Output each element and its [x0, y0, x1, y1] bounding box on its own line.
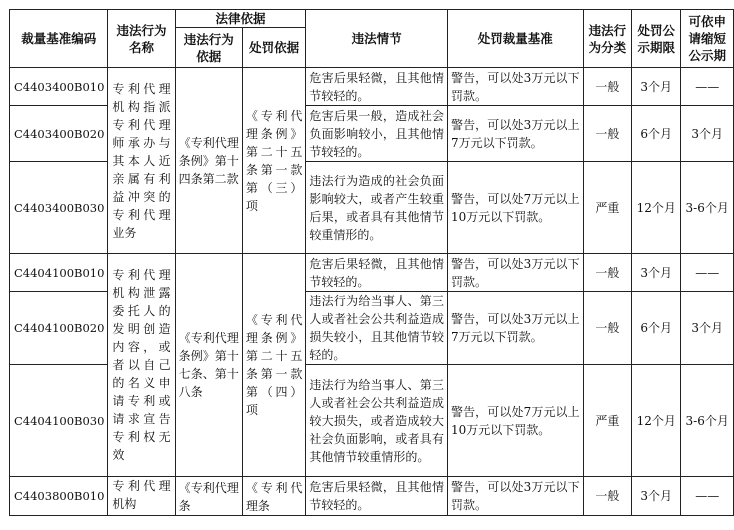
cell-shorten: 3-6个月 [681, 162, 734, 254]
cell-circumstance: 危害后果轻微，且其他情节较轻的。 [306, 254, 448, 292]
cell-publicity: 12个月 [632, 365, 681, 477]
header-publicity: 处罚公示期限 [632, 10, 681, 68]
cell-category: 一般 [583, 254, 631, 292]
cell-act-name: 专利代理机构指派专利代理师承办与其本人近亲属有利益冲突的专利代理业务 [108, 68, 175, 254]
table-row [10, 254, 734, 292]
cell-shorten: 3个月 [681, 292, 734, 365]
cell-standard: 警告，可以处3万元以下罚款。 [447, 254, 583, 292]
cell-shorten: 3个月 [681, 106, 734, 162]
cell-code: C4403400B030 [10, 162, 108, 254]
cell-penalty-basis: 《专利代理条例》第二十五条第一款第（四）项 [242, 254, 306, 477]
table-header [10, 10, 734, 68]
cell-publicity: 3个月 [632, 254, 681, 292]
cell-circumstance: 违法行为造成的社会负面影响较大，或者产生较重后果，或者具有其他情节较重情形的。 [306, 162, 448, 254]
cell-shorten: —— [681, 254, 734, 292]
cell-code: C4403400B010 [10, 68, 108, 106]
cell-penalty-basis: 《专利代理条例》第二十五条第一款第（三）项 [242, 68, 306, 254]
cell-act-name: 专利代理机构 [108, 477, 175, 516]
cell-shorten: —— [681, 477, 734, 516]
cell-code: C4404100B020 [10, 292, 108, 365]
header-penalty-basis: 处罚依据 [242, 28, 306, 68]
cell-standard: 警告，可以处3万元以上7万元以下罚款。 [447, 292, 583, 365]
discretion-standard-table [9, 9, 734, 516]
cell-standard: 警告，可以处3万元以下罚款。 [447, 477, 583, 516]
cell-category: 一般 [583, 477, 631, 516]
cell-publicity: 6个月 [632, 106, 681, 162]
header-shorten: 可依申请缩短公示期 [681, 10, 734, 68]
cell-circumstance: 违法行为给当事人、第三人或者社会公共利益造成较大损失，或者造成较大社会负面影响，或者具有其他情节较重情形的。 [306, 365, 448, 477]
table-row [10, 68, 734, 106]
cell-category: 严重 [583, 365, 631, 477]
cell-act-name: 专利代理机构泄露委托人的发明创造内容，或者以自己的名义申请专利或请求宣告专利权无效 [108, 254, 175, 477]
header-act-name: 违法行为名称 [108, 10, 175, 68]
cell-standard: 警告，可以处7万元以上10万元以下罚款。 [447, 162, 583, 254]
cell-category: 一般 [583, 106, 631, 162]
cell-penalty-basis: 《专利代理条 [242, 477, 306, 516]
cell-standard: 警告，可以处7万元以上10万元以下罚款。 [447, 365, 583, 477]
cell-shorten: 3-6个月 [681, 365, 734, 477]
cell-category: 一般 [583, 68, 631, 106]
header-legal-basis: 法律依据 [175, 10, 306, 28]
header-code: 裁量基准编码 [10, 10, 108, 68]
cell-act-basis: 《专利代理条例》第十七条、第十八条 [175, 254, 242, 477]
header-category: 违法行为分类 [583, 10, 631, 68]
header-circumstance: 违法情节 [306, 10, 448, 68]
cell-category: 严重 [583, 162, 631, 254]
cell-publicity: 12个月 [632, 162, 681, 254]
cell-circumstance: 违法行为给当事人、第三人或者社会公共利益造成损失较小，且其他情节较轻的。 [306, 292, 448, 365]
cell-standard: 警告，可以处3万元以下罚款。 [447, 68, 583, 106]
cell-publicity: 3个月 [632, 477, 681, 516]
cell-publicity: 6个月 [632, 292, 681, 365]
cell-code: C4403400B020 [10, 106, 108, 162]
cell-standard: 警告，可以处3万元以上7万元以下罚款。 [447, 106, 583, 162]
header-act-basis: 违法行为依据 [175, 28, 242, 68]
cell-circumstance: 危害后果轻微，且其他情节较轻的。 [306, 477, 448, 516]
cell-shorten: —— [681, 68, 734, 106]
cell-category: 一般 [583, 292, 631, 365]
cell-act-basis: 《专利代理条例》第十四条第二款 [175, 68, 242, 254]
cell-code: C4404100B010 [10, 254, 108, 292]
cell-code: C4403800B010 [10, 477, 108, 516]
table-row [10, 477, 734, 516]
header-standard: 处罚裁量基准 [447, 10, 583, 68]
cell-act-basis: 《专利代理条 [175, 477, 242, 516]
table-body [10, 68, 734, 516]
cell-circumstance: 危害后果一般，造成社会负面影响较小，且其他情节较轻的。 [306, 106, 448, 162]
cell-publicity: 3个月 [632, 68, 681, 106]
cell-circumstance: 危害后果轻微，且其他情节较轻的。 [306, 68, 448, 106]
cell-code: C4404100B030 [10, 365, 108, 477]
